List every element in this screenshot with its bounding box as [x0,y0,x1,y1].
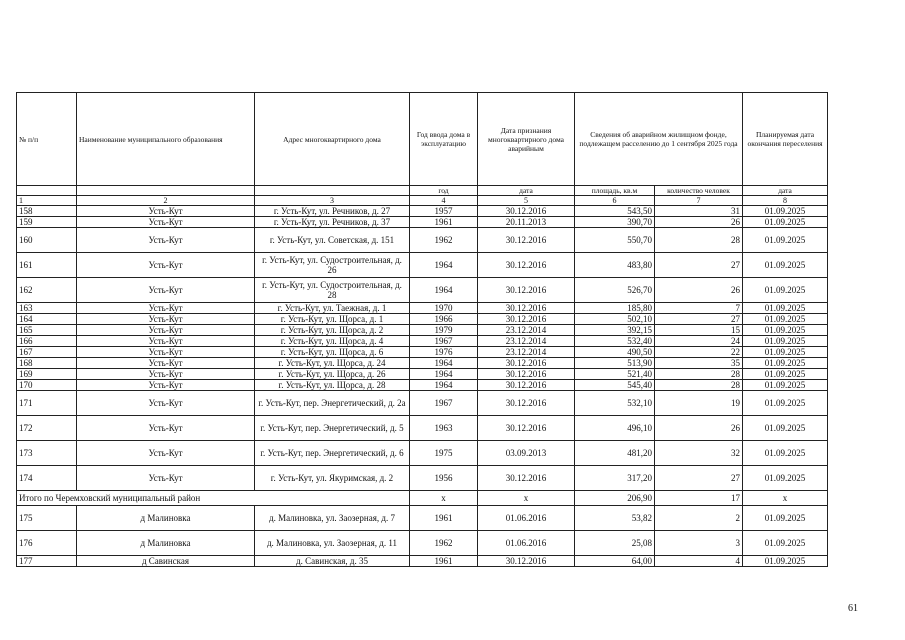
resettlement-date-cell: 01.09.2025 [743,303,828,314]
table-row [17,206,828,217]
people-count-cell: 32 [655,441,743,466]
emergency-date-cell: 30.12.2016 [478,391,575,416]
emergency-date-cell: 30.12.2016 [478,228,575,253]
municipality-name-cell: д Савинская [77,556,255,567]
municipality-name-cell: Усть-Кут [77,391,255,416]
people-count-cell: 26 [655,278,743,303]
column-number-cell: 6 [575,196,655,206]
people-count-cell: 28 [655,228,743,253]
address-cell: г. Усть-Кут, ул. Таежная, д. 1 [255,303,410,314]
address-cell: г. Усть-Кут, ул. Щорса, д. 1 [255,314,410,325]
total-section [17,491,828,506]
total-end: х [743,491,828,506]
row-number-cell: 164 [17,314,77,325]
address-cell: г. Усть-Кут, ул. Речников, д. 37 [255,217,410,228]
municipality-name-cell: Усть-Кут [77,416,255,441]
people-count-cell: 27 [655,253,743,278]
people-count-cell: 7 [655,303,743,314]
subheader-cell: количество человек [655,186,743,196]
address-cell: д. Малиновка, ул. Заозерная, д. 11 [255,531,410,556]
resettlement-date-cell: 01.09.2025 [743,466,828,491]
address-cell: г. Усть-Кут, ул. Щорса, д. 28 [255,380,410,391]
header-cell: № п/п [17,93,77,186]
address-cell: г. Усть-Кут, ул. Щорса, д. 26 [255,369,410,380]
people-count-cell: 24 [655,336,743,347]
people-count-cell: 28 [655,369,743,380]
resettlement-date-cell: 01.09.2025 [743,380,828,391]
address-cell: г. Усть-Кут, пер. Энергетический, д. 2а [255,391,410,416]
emergency-date-cell: 30.12.2016 [478,358,575,369]
resettlement-date-cell: 01.09.2025 [743,325,828,336]
people-count-cell: 2 [655,506,743,531]
total-date: х [478,491,575,506]
subheader-cell [77,186,255,196]
resettlement-date-cell: 01.09.2025 [743,206,828,217]
resettlement-date-cell: 01.09.2025 [743,391,828,416]
commission-year-cell: 1975 [410,441,478,466]
header-cell: Дата признания многоквартирного дома аварийным [478,93,575,186]
emergency-date-cell: 30.12.2016 [478,314,575,325]
municipality-name-cell: Усть-Кут [77,303,255,314]
resettlement-date-cell: 01.09.2025 [743,314,828,325]
table-row [17,416,828,441]
commission-year-cell: 1976 [410,347,478,358]
commission-year-cell: 1964 [410,253,478,278]
resettlement-date-cell: 01.09.2025 [743,441,828,466]
people-count-cell: 35 [655,358,743,369]
commission-year-cell: 1967 [410,336,478,347]
municipality-name-cell: Усть-Кут [77,347,255,358]
area-sqm-cell: 550,70 [575,228,655,253]
table-row [17,303,828,314]
people-count-cell: 15 [655,325,743,336]
area-sqm-cell: 185,80 [575,303,655,314]
commission-year-cell: 1964 [410,358,478,369]
table-row [17,466,828,491]
emergency-date-cell: 01.06.2016 [478,506,575,531]
municipality-name-cell: Усть-Кут [77,278,255,303]
area-sqm-cell: 502,10 [575,314,655,325]
row-number-cell: 161 [17,253,77,278]
area-sqm-cell: 543,50 [575,206,655,217]
municipality-name-cell: Усть-Кут [77,206,255,217]
page-number: 61 [848,603,858,614]
header-cell: Год ввода дома в эксплуатацию [410,93,478,186]
table-row [17,531,828,556]
address-cell: г. Усть-Кут, ул. Щорса, д. 2 [255,325,410,336]
total-label: Итого по Черемховский муниципальный район [17,491,410,506]
people-count-cell: 22 [655,347,743,358]
total-row [17,491,828,506]
emergency-date-cell: 30.12.2016 [478,278,575,303]
row-number-cell: 166 [17,336,77,347]
emergency-date-cell: 30.12.2016 [478,303,575,314]
register-table [16,92,828,567]
address-cell: г. Усть-Кут, пер. Энергетический, д. 5 [255,416,410,441]
total-year: х [410,491,478,506]
table-row [17,358,828,369]
table-row [17,278,828,303]
commission-year-cell: 1961 [410,556,478,567]
commission-year-cell: 1964 [410,278,478,303]
row-number-cell: 159 [17,217,77,228]
municipality-name-cell: д Малиновка [77,506,255,531]
emergency-date-cell: 20.11.2013 [478,217,575,228]
resettlement-date-cell: 01.09.2025 [743,358,828,369]
row-number-cell: 174 [17,466,77,491]
address-cell: г. Усть-Кут, ул. Щорса, д. 24 [255,358,410,369]
row-number-cell: 176 [17,531,77,556]
emergency-date-cell: 23.12.2014 [478,347,575,358]
total-area: 206,90 [575,491,655,506]
column-number-cell: 2 [77,196,255,206]
subheader-cell: дата [743,186,828,196]
people-count-cell: 4 [655,556,743,567]
table-row [17,506,828,531]
row-number-cell: 168 [17,358,77,369]
column-number-cell: 5 [478,196,575,206]
subheader-row [17,186,828,196]
commission-year-cell: 1957 [410,206,478,217]
emergency-date-cell: 30.12.2016 [478,416,575,441]
municipality-name-cell: Усть-Кут [77,358,255,369]
area-sqm-cell: 545,40 [575,380,655,391]
municipality-name-cell: Усть-Кут [77,217,255,228]
commission-year-cell: 1962 [410,531,478,556]
row-number-cell: 162 [17,278,77,303]
row-number-cell: 177 [17,556,77,567]
area-sqm-cell: 526,70 [575,278,655,303]
subheader-cell [17,186,77,196]
municipality-name-cell: Усть-Кут [77,228,255,253]
address-cell: г. Усть-Кут, ул. Щорса, д. 6 [255,347,410,358]
header-cell: Адрес многоквартирного дома [255,93,410,186]
row-number-cell: 160 [17,228,77,253]
emergency-date-cell: 30.12.2016 [478,369,575,380]
commission-year-cell: 1970 [410,303,478,314]
area-sqm-cell: 392,15 [575,325,655,336]
emergency-date-cell: 03.09.2013 [478,441,575,466]
commission-year-cell: 1967 [410,391,478,416]
resettlement-date-cell: 01.09.2025 [743,278,828,303]
resettlement-date-cell: 01.09.2025 [743,416,828,441]
row-number-cell: 163 [17,303,77,314]
commission-year-cell: 1961 [410,506,478,531]
emergency-date-cell: 30.12.2016 [478,253,575,278]
header-cell: Наименование муниципального образования [77,93,255,186]
table-body [17,206,828,491]
people-count-cell: 28 [655,380,743,391]
people-count-cell: 19 [655,391,743,416]
commission-year-cell: 1964 [410,369,478,380]
resettlement-date-cell: 01.09.2025 [743,228,828,253]
column-number-cell: 7 [655,196,743,206]
table-row [17,253,828,278]
address-cell: д. Малиновка, ул. Заозерная, д. 7 [255,506,410,531]
commission-year-cell: 1964 [410,380,478,391]
emergency-date-cell: 30.12.2016 [478,556,575,567]
header-row [17,93,828,186]
row-number-cell: 167 [17,347,77,358]
table-row [17,325,828,336]
address-cell: г. Усть-Кут, ул. Советская, д. 151 [255,228,410,253]
subheader-cell: дата [478,186,575,196]
table-head [17,93,828,206]
header-cell: Планируемая дата окончания переселения [743,93,828,186]
emergency-date-cell: 23.12.2014 [478,325,575,336]
row-number-cell: 165 [17,325,77,336]
commission-year-cell: 1966 [410,314,478,325]
area-sqm-cell: 513,90 [575,358,655,369]
table-row [17,369,828,380]
table-row [17,228,828,253]
area-sqm-cell: 25,08 [575,531,655,556]
resettlement-date-cell: 01.09.2025 [743,369,828,380]
resettlement-date-cell: 01.09.2025 [743,253,828,278]
area-sqm-cell: 53,82 [575,506,655,531]
people-count-cell: 27 [655,314,743,325]
resettlement-date-cell: 01.09.2025 [743,336,828,347]
address-cell: г. Усть-Кут, ул. Якуримская, д. 2 [255,466,410,491]
subheader-cell: год [410,186,478,196]
area-sqm-cell: 317,20 [575,466,655,491]
row-number-cell: 170 [17,380,77,391]
commission-year-cell: 1956 [410,466,478,491]
commission-year-cell: 1963 [410,416,478,441]
municipality-name-cell: Усть-Кут [77,466,255,491]
address-cell: г. Усть-Кут, ул. Щорса, д. 4 [255,336,410,347]
people-count-cell: 27 [655,466,743,491]
resettlement-date-cell: 01.09.2025 [743,556,828,567]
table-row [17,347,828,358]
address-cell: г. Усть-Кут, ул. Речников, д. 27 [255,206,410,217]
area-sqm-cell: 496,10 [575,416,655,441]
area-sqm-cell: 532,40 [575,336,655,347]
table-row [17,391,828,416]
area-sqm-cell: 481,20 [575,441,655,466]
emergency-date-cell: 30.12.2016 [478,206,575,217]
total-people: 17 [655,491,743,506]
area-sqm-cell: 490,50 [575,347,655,358]
resettlement-date-cell: 01.09.2025 [743,506,828,531]
resettlement-date-cell: 01.09.2025 [743,217,828,228]
column-number-cell: 4 [410,196,478,206]
people-count-cell: 31 [655,206,743,217]
table-row [17,556,828,567]
table-row [17,336,828,347]
people-count-cell: 3 [655,531,743,556]
municipality-name-cell: Усть-Кут [77,369,255,380]
resettlement-date-cell: 01.09.2025 [743,531,828,556]
emergency-date-cell: 30.12.2016 [478,380,575,391]
row-number-cell: 171 [17,391,77,416]
table-row [17,380,828,391]
subheader-cell [255,186,410,196]
commission-year-cell: 1962 [410,228,478,253]
area-sqm-cell: 390,70 [575,217,655,228]
column-number-row [17,196,828,206]
people-count-cell: 26 [655,217,743,228]
row-number-cell: 172 [17,416,77,441]
area-sqm-cell: 532,10 [575,391,655,416]
address-cell: г. Усть-Кут, ул. Судостроительная, д. 26 [255,253,410,278]
emergency-date-cell: 23.12.2014 [478,336,575,347]
resettlement-date-cell: 01.09.2025 [743,347,828,358]
table-row [17,441,828,466]
row-number-cell: 169 [17,369,77,380]
table-row [17,217,828,228]
area-sqm-cell: 64,00 [575,556,655,567]
municipality-name-cell: Усть-Кут [77,325,255,336]
address-cell: г. Усть-Кут, ул. Судостроительная, д. 28 [255,278,410,303]
header-cell: Сведения об аварийном жилищном фонде, подлежащем расселению до 1 сентября 2025 года [575,93,743,186]
row-number-cell: 158 [17,206,77,217]
people-count-cell: 26 [655,416,743,441]
address-cell: д. Савинская, д. 35 [255,556,410,567]
municipality-name-cell: Усть-Кут [77,380,255,391]
commission-year-cell: 1961 [410,217,478,228]
row-number-cell: 173 [17,441,77,466]
municipality-name-cell: Усть-Кут [77,253,255,278]
column-number-cell: 8 [743,196,828,206]
column-number-cell: 1 [17,196,77,206]
emergency-date-cell: 30.12.2016 [478,466,575,491]
subheader-cell: площадь, кв.м [575,186,655,196]
municipality-name-cell: Усть-Кут [77,314,255,325]
column-number-cell: 3 [255,196,410,206]
table-body-2 [17,506,828,567]
address-cell: г. Усть-Кут, пер. Энергетический, д. 6 [255,441,410,466]
area-sqm-cell: 521,40 [575,369,655,380]
municipality-name-cell: Усть-Кут [77,336,255,347]
municipality-name-cell: Усть-Кут [77,441,255,466]
municipality-name-cell: д Малиновка [77,531,255,556]
area-sqm-cell: 483,80 [575,253,655,278]
emergency-date-cell: 01.06.2016 [478,531,575,556]
table-row [17,314,828,325]
commission-year-cell: 1979 [410,325,478,336]
row-number-cell: 175 [17,506,77,531]
